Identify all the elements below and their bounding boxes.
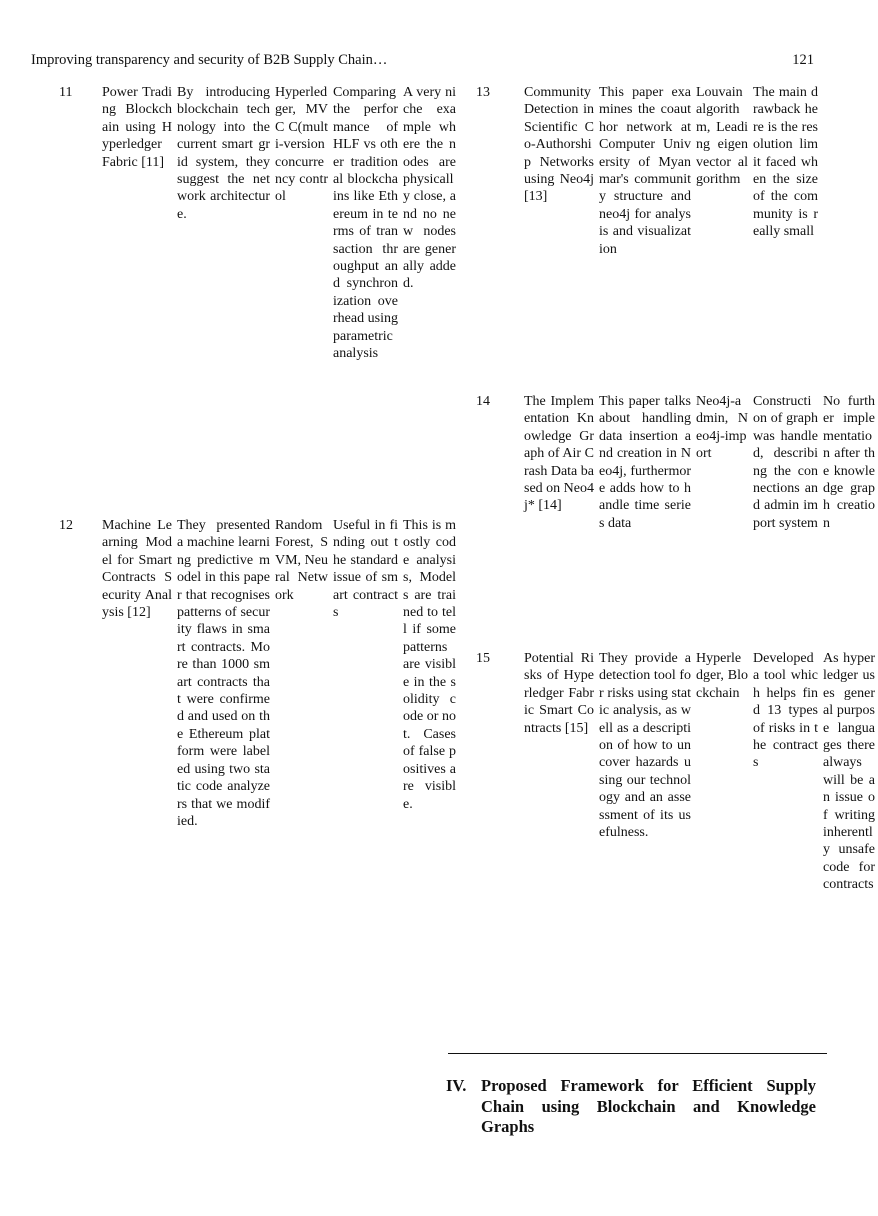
advantages-cell: The main drawback here is the resolution limit faced when the size of the community is really small <box>753 85 818 240</box>
literature-table-left-column <box>31 84 456 830</box>
paper-title-cell: Community Detection in Scientific Co-Authorship Networks using Neo4j [13] <box>524 85 594 205</box>
technology-cell: Louvain algorithm, Leading eigenvector algorithm <box>696 85 748 188</box>
table-row <box>448 84 878 393</box>
description-cell: They provide a detection tool for risks using static analysis, as well as a description of how to uncover hazards using our technology and an assessment of its usefulness. <box>599 651 691 841</box>
literature-table <box>448 84 878 894</box>
row-number: 12 <box>59 518 73 533</box>
paper-title-cell: Machine Learning Model for Smart Contracts Security Analysis [12] <box>102 518 172 621</box>
running-title: Improving transparency and security of B2B Supply Chain… <box>31 52 388 68</box>
description-cell: This paper examines the coauthor network at Computer University of Myanmar's community structure and neo4j for analysis and visualization <box>599 85 691 257</box>
technology-cell: Hyperledger, MVC C(multi-version concurrency control <box>275 85 328 205</box>
row-number: 13 <box>476 85 490 100</box>
disadvantages-cell: No further implementation after the knowledge graph creation <box>823 394 875 531</box>
literature-table-right-column <box>448 84 875 894</box>
page-number: 121 <box>792 52 814 68</box>
section-title: Proposed Framework for Efficient Supply Chain using Blockchain and Knowledge Graphs <box>481 1076 816 1136</box>
paper-title-cell: Power Trading Blockchain using Hyperledger Fabric [11] <box>102 85 172 170</box>
disadvantages-cell: As hyperledger uses general purpose languages there always will be an issue of writing inherently unsafe code for contracts <box>823 651 875 893</box>
paper-title-cell: The Implementation Knowledge Graph of Air Crash Data based on Neo4j* [14] <box>524 394 594 514</box>
technology-cell: Neo4j-admin, Neo4j-import <box>696 394 748 462</box>
table-row <box>448 650 878 894</box>
advantages-cell: Developed a tool which helps find 13 types of risks in the contracts <box>753 651 818 771</box>
disadvantages-cell: A very niche example where the nodes are physically close, and no new nodes are generally added. <box>403 85 456 292</box>
advantages-cell: Construction of graph was handled, describing the connections and admin import system <box>753 394 818 531</box>
disadvantages-cell: This is mostly code analysis, Models are trained to tell if some patterns are visible in the solidity code or not. Cases of false positives are visible. <box>403 518 456 812</box>
advantages-cell: Useful in finding out the standard issue of smart contracts <box>333 518 398 621</box>
advantages-cell: Comparing the performance of HLF vs other traditional blockchains like Ethereum in terms of transaction throughput and synchronization overhead using parametric analysis <box>333 85 398 362</box>
row-number: 11 <box>59 85 73 100</box>
paper-title-cell: Potential Risks of Hyperledger Fabric Smart Contracts [15] <box>524 651 594 736</box>
section-number: IV. <box>446 1076 467 1095</box>
table-row <box>31 517 459 830</box>
literature-table <box>31 84 459 830</box>
description-cell: By introducing blockchain technology into the current smart grid system, they suggest the network architecture. <box>177 85 270 222</box>
table-bottom-rule <box>448 1053 827 1054</box>
row-number: 15 <box>476 651 490 666</box>
description-cell: This paper talks about handling data insertion and creation in Neo4j, furthermore adds how to handle time series data <box>599 394 691 531</box>
row-number: 14 <box>476 394 490 409</box>
table-row <box>448 393 878 650</box>
section-heading <box>446 1076 816 1138</box>
technology-cell: Hyperledger, Blockchain <box>696 651 748 701</box>
disadvantages-cell <box>821 84 878 393</box>
description-cell: They presented a machine learning predictive model in this paper that recognises patterns of security flaws in smart contracts. More than 1000 smart contracts that were confirmed and used on the Ethereum platform were labeled using two static code analyzers that we modified. <box>177 518 270 829</box>
table-row <box>31 84 459 517</box>
technology-cell: Random Forest, SVM, Neural Network <box>275 518 328 603</box>
